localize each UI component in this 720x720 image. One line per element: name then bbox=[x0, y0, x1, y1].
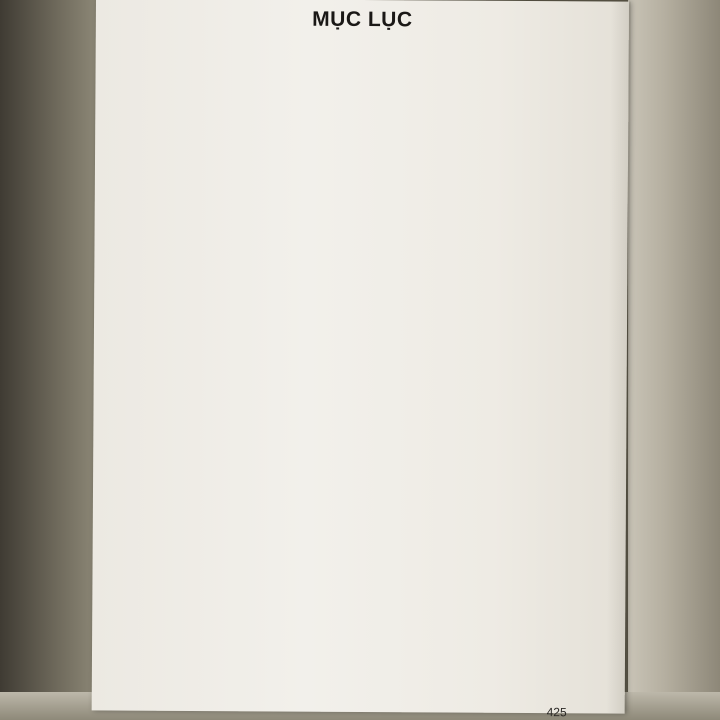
table-of-contents bbox=[110, 50, 620, 53]
page-title: MỤC LỤC bbox=[312, 7, 413, 32]
background-right bbox=[628, 0, 720, 720]
background-left bbox=[0, 0, 96, 720]
page-number: 425 bbox=[546, 705, 567, 720]
book-page bbox=[92, 0, 629, 720]
